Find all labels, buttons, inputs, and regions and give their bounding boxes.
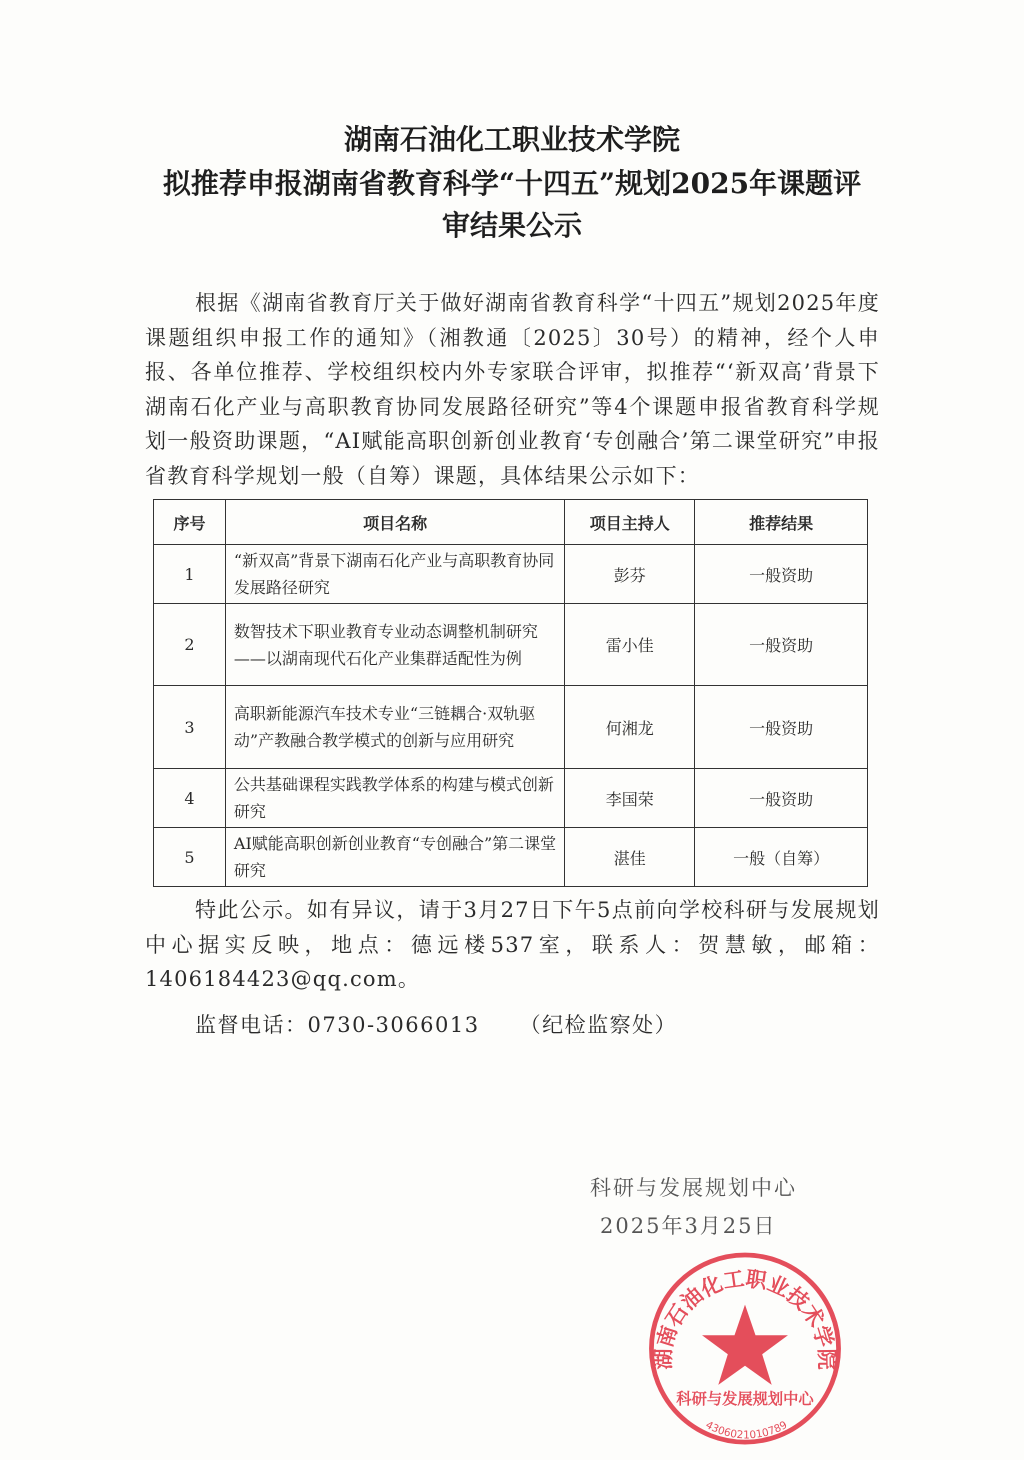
cell-no: 5 [154, 828, 226, 887]
seal-code: 4306021010789 [703, 1419, 790, 1442]
cell-result: 一般资助 [695, 686, 868, 769]
cell-name: 数智技术下职业教育专业动态调整机制研究——以湖南现代石化产业集群适配性为例 [225, 604, 564, 686]
star-icon [702, 1305, 788, 1385]
cell-no: 2 [154, 604, 226, 686]
seal-inner-text: 科研与发展规划中心 [676, 1389, 814, 1408]
cell-no: 1 [154, 545, 226, 604]
table-header-row [154, 500, 868, 545]
cell-host: 雷小佳 [565, 604, 695, 686]
supervision-phone: 监督电话：0730-3066013 [195, 1012, 480, 1037]
cell-no: 3 [154, 686, 226, 769]
results-table [153, 499, 868, 887]
supervision-dept: （纪检监察处） [519, 1012, 678, 1037]
table-row [154, 686, 868, 769]
official-seal [640, 1244, 850, 1456]
cell-host: 彭芬 [565, 545, 695, 604]
cell-result: 一般资助 [695, 604, 868, 686]
table-row [154, 769, 868, 828]
header-no: 序号 [154, 500, 226, 545]
seal-outer-text: 湖南石油化工职业技术学院 [651, 1266, 839, 1370]
header-host: 项目主持人 [565, 500, 695, 545]
cell-name: AI赋能高职创新创业教育“专创融合”第二课堂研究 [225, 828, 564, 887]
intro-paragraph: 根据《湖南省教育厅关于做好湖南省教育科学“十四五”规划2025年度课题组织申报工作的通知》（湘教通〔2025〕30号）的精神，经个人申报、各单位推荐、学校组织校内外专家联合评审，拟推荐“‘新双高’背景下湖南石化产业与高职教育协同发展路径研究”等4个课题申报省教育科学规划一般资助课题，“AI赋能高职创新创业教育‘专创融合’第二课堂研究”申报省教育科学规划一般（自筹）课题，具体结果公示如下： [145, 291, 880, 488]
cell-no: 4 [154, 769, 226, 828]
document-body [145, 286, 880, 1039]
cell-result: 一般（自筹） [695, 828, 868, 887]
table-row [154, 604, 868, 686]
cell-name: 高职新能源汽车技术专业“三链耦合·双轨驱动”产教融合教学模式的创新与应用研究 [225, 686, 564, 769]
header-name: 项目名称 [225, 500, 564, 545]
cell-host: 李国荣 [565, 769, 695, 828]
cell-result: 一般资助 [695, 545, 868, 604]
cell-name: 公共基础课程实践教学体系的构建与模式创新研究 [225, 769, 564, 828]
cell-name: “新双高”背景下湖南石化产业与高职教育协同发展路径研究 [225, 545, 564, 604]
cell-host: 湛佳 [565, 828, 695, 887]
doc-title-line1: 湖南石油化工职业技术学院 [343, 123, 680, 156]
notice-paragraph: 特此公示。如有异议，请于3月27日下午5点前向学校科研与发展规划中心据实反映，地点：德远楼537室，联系人：贺慧敏，邮箱：1406184423@qq.com。 [145, 898, 880, 991]
signature-org: 科研与发展规划中心 [590, 1176, 797, 1200]
doc-title-line3: 审结果公示 [441, 209, 582, 242]
table-row [154, 828, 868, 887]
signature-date: 2025年3月25日 [600, 1214, 777, 1238]
doc-title-line2: 拟推荐申报湖南省教育科学“十四五”规划2025年课题评 [162, 167, 862, 200]
supervision-row [145, 1009, 880, 1039]
cell-host: 何湘龙 [565, 686, 695, 769]
table-row [154, 545, 868, 604]
cell-result: 一般资助 [695, 769, 868, 828]
header-result: 推荐结果 [695, 500, 868, 545]
